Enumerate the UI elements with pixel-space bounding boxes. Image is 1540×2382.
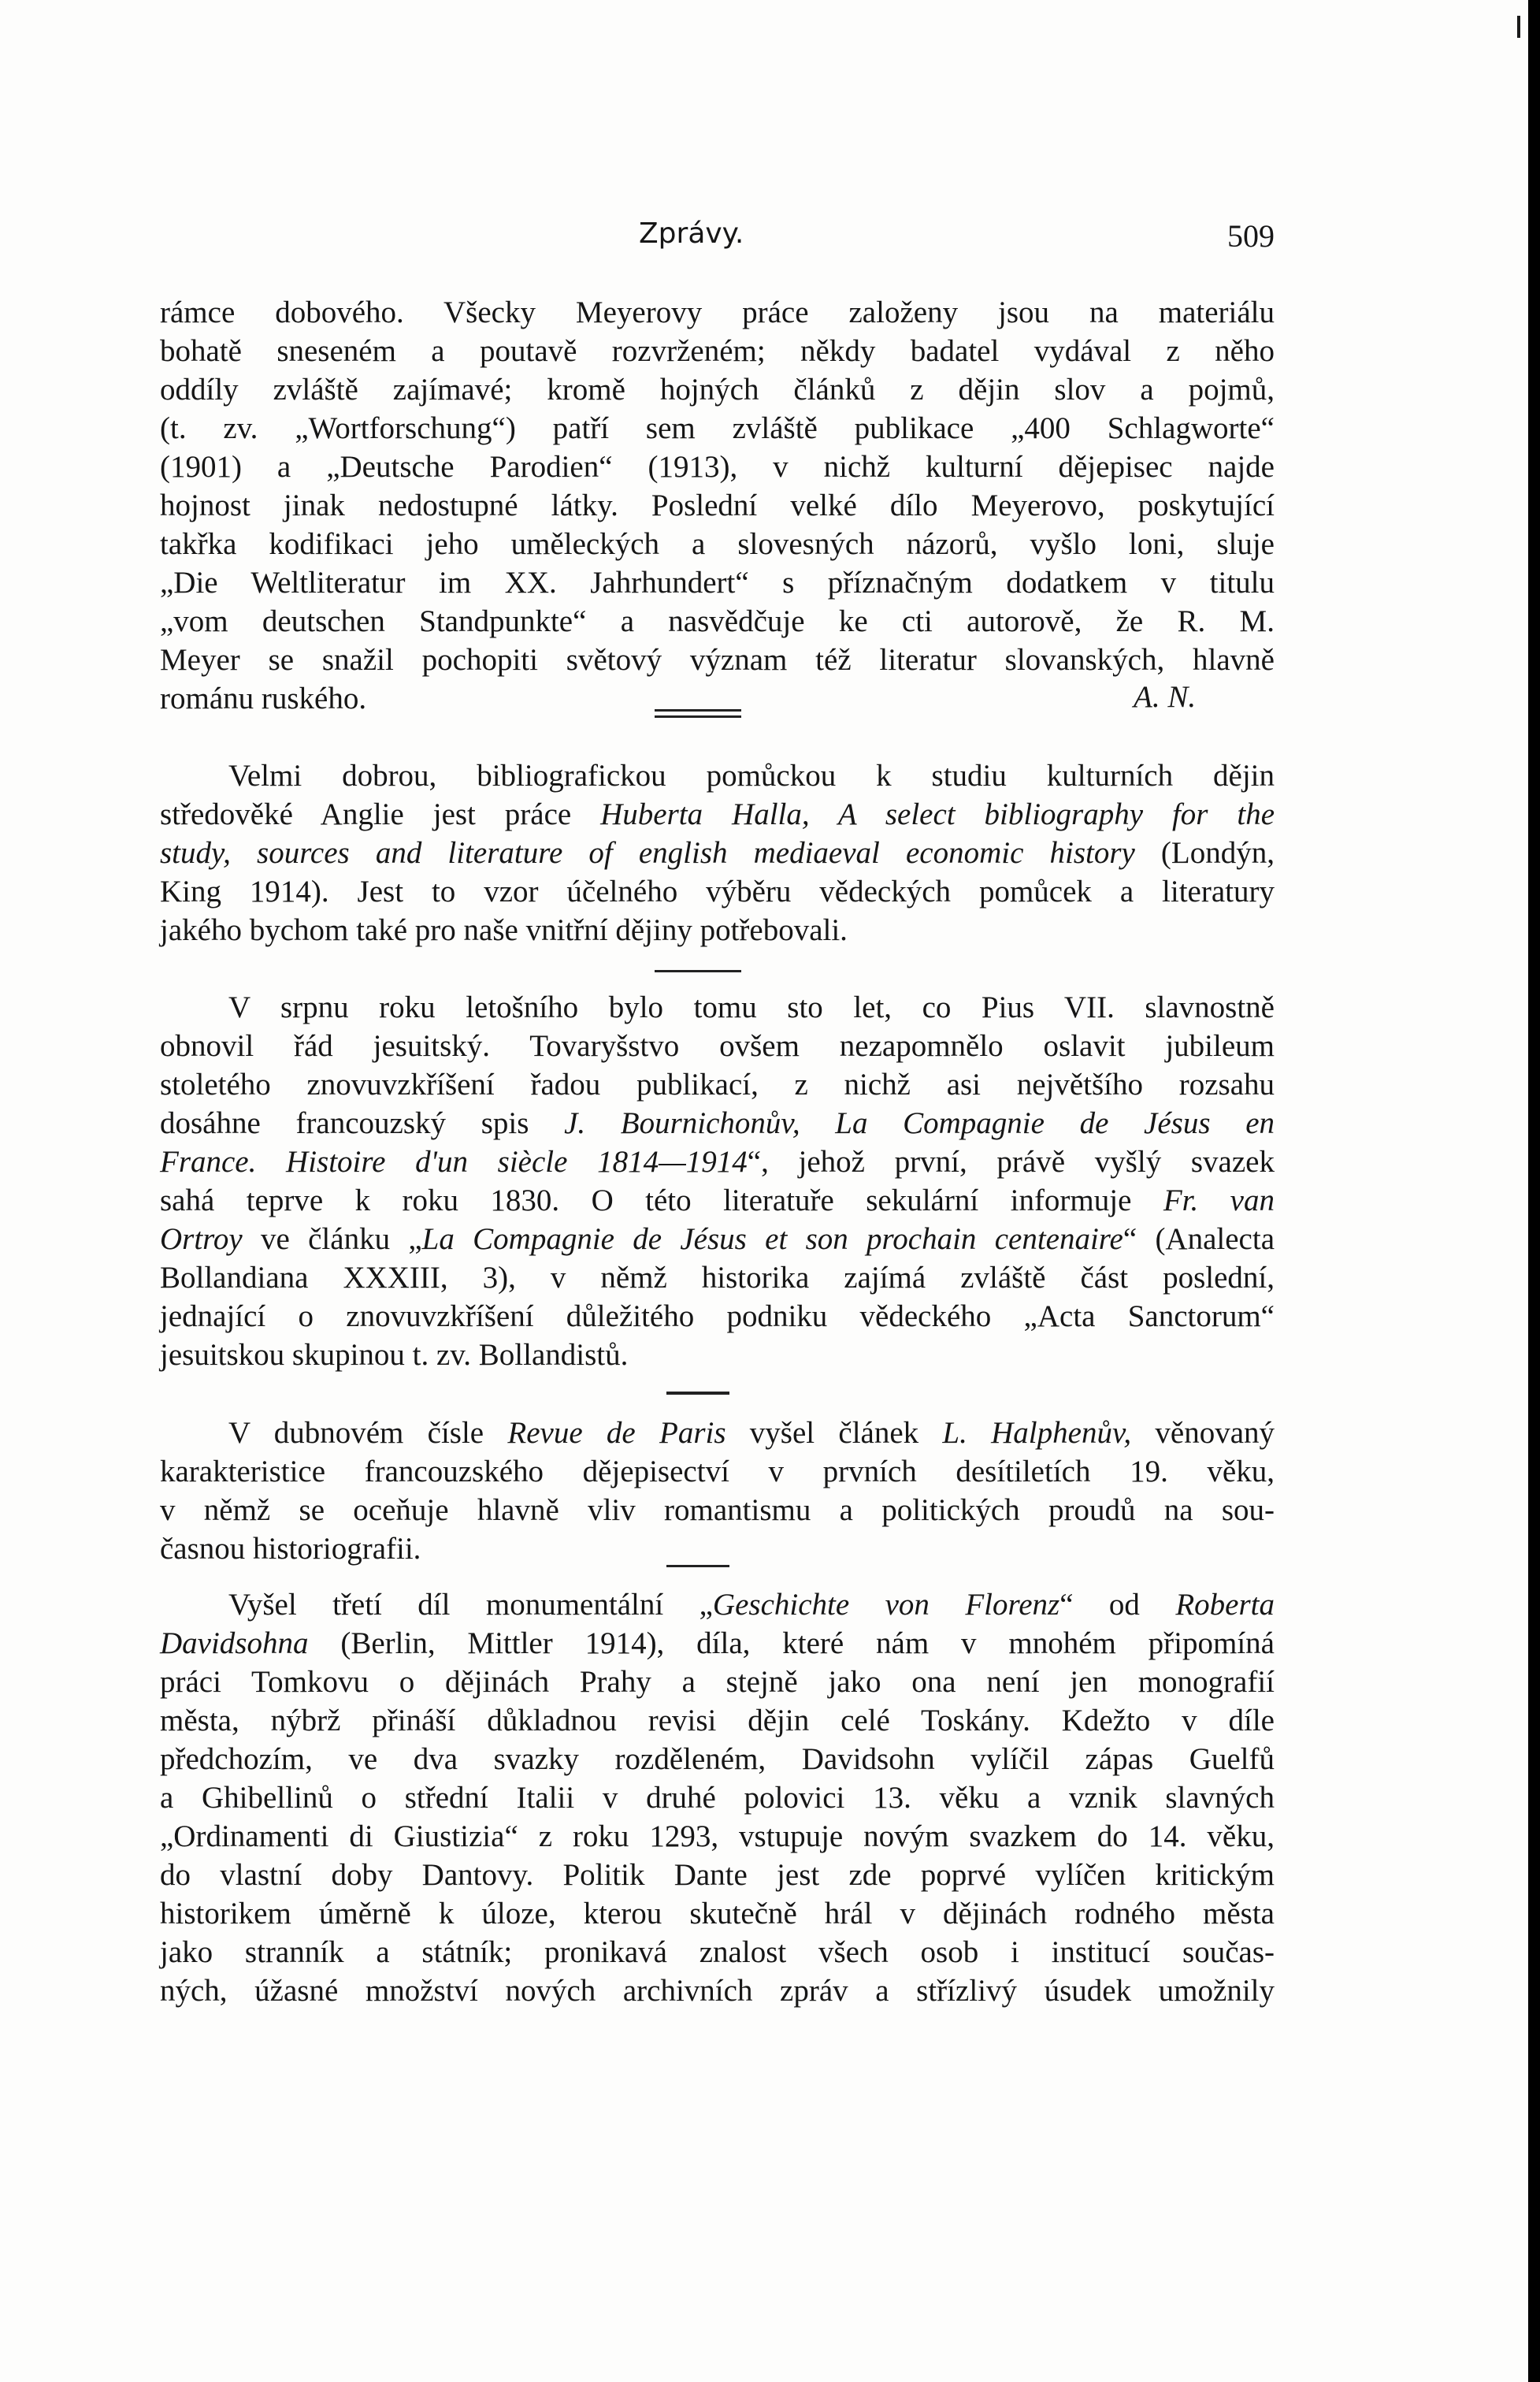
text-line — [160, 1143, 1275, 1181]
italic-author: Davidsohna — [160, 1626, 309, 1660]
text-line: historikem úměrně k úloze, kterou skutečně hrál v dějinách rodného města — [160, 1897, 1275, 1930]
text-run: dosáhne francouzský spis — [160, 1106, 565, 1140]
text-line: Bollandiana XXXIII, 3), v němž historika zajímá zvláště část poslední, — [160, 1261, 1275, 1295]
paragraph-meyer — [160, 293, 1275, 718]
text-line: Velmi dobrou, bibliografickou pomůckou k studiu kulturních dějin — [228, 759, 1275, 793]
text-run: vyšel článek — [725, 1416, 943, 1450]
text-line: Meyer se snažil pochopiti světový význam též literatur slovanských, hlavně — [160, 643, 1275, 677]
text-run: (Berlin, Mittler 1914), díla, které nám v mnohém připomíná — [308, 1626, 1275, 1660]
text-line: práci Tomkovu o dějinách Prahy a stejně jako ona není jen monografií — [160, 1665, 1275, 1699]
text-line — [160, 795, 1275, 834]
text-run: ve článku „ — [242, 1222, 422, 1256]
text-line: takřka kodifikaci jeho uměleckých a slovesných názorů, vyšlo loni, sluje — [160, 527, 1275, 561]
italic-title: study, sources and literature of english mediaeval economic history — [160, 836, 1135, 870]
text-line: do vlastní doby Dantovy. Politik Dante jest zde poprvé vylíčen kritickým — [160, 1858, 1275, 1892]
page-number: 509 — [1227, 218, 1275, 254]
italic-author: Ortroy — [160, 1222, 243, 1256]
italic-title: Geschichte von Florenz — [712, 1588, 1060, 1622]
text-line — [160, 1220, 1275, 1258]
italic-author: Fr. van — [1163, 1184, 1275, 1217]
separator-rule — [666, 1392, 729, 1395]
text-run: V dubnovém čísle — [228, 1416, 508, 1450]
text-line: (1901) a „Deutsche Parodien“ (1913), v nichž kulturní dějepisec najde — [160, 450, 1275, 484]
paragraph-hall — [160, 756, 1275, 949]
text-line: časnou historiografii. — [160, 1532, 421, 1566]
italic-title: Huberta Halla, A select bibliography for the — [600, 797, 1275, 831]
author-signature: A. N. — [1134, 680, 1197, 714]
text-run: věnovaný — [1131, 1416, 1275, 1450]
text-line: King 1914). Jest to vzor účelného výběru vědeckých pomůcek a literatury — [160, 875, 1275, 909]
text-line: města, nýbrž přináší důkladnou revisi dějin celé Toskány. Kdežto v díle — [160, 1704, 1275, 1737]
italic-title: La Compagnie de Jésus et son prochain centenaire — [421, 1222, 1123, 1256]
text-line: oddíly zvláště zajímavé; kromě hojných článků z dějin slov a pojmů, — [160, 373, 1275, 407]
text-line: „Die Weltliteratur im XX. Jahrhundert“ s příznačným dodatkem v titulu — [160, 566, 1275, 600]
text-line: „vom deutschen Standpunkte“ a nasvědčuje ke cti autorově, že R. M. — [160, 604, 1275, 638]
italic-title: Revue de Paris — [507, 1416, 726, 1450]
paragraph-jesuits — [160, 988, 1275, 1374]
italic-title: France. Histoire d'un siècle 1814—1914 — [160, 1145, 748, 1179]
text-line — [160, 1624, 1275, 1663]
text-line: stoletého znovuvzkříšení řadou publikací, z nichž asi největšího rozsahu — [160, 1068, 1275, 1102]
text-line: „Ordinamenti di Giustizia“ z roku 1293, vstupuje novým svazkem do 14. věku, — [160, 1819, 1275, 1853]
paragraph-davidsohn — [160, 1585, 1275, 2010]
running-header — [160, 211, 1275, 258]
text-line — [160, 834, 1275, 872]
text-run: (Londýn, — [1134, 836, 1275, 870]
header-title: Zprávy. — [639, 217, 744, 250]
text-line — [160, 1585, 1275, 1624]
text-line: ných, úžasné množství nových archivních zpráv a střízlivý úsudek umožnily — [160, 1974, 1275, 2008]
text-line: karakteristice francouzského dějepisectví v prvních desítiletích 19. věku, — [160, 1455, 1275, 1488]
text-line: hojnost jinak nedostupné látky. Poslední velké dílo Meyerovo, poskytující — [160, 489, 1275, 522]
separator-rule — [655, 715, 741, 718]
text-line: rámce dobového. Všecky Meyerovy práce založeny jsou na materiálu — [160, 295, 1275, 329]
text-line — [160, 1104, 1275, 1143]
text-line: a Ghibellinů o střední Italii v druhé polovici 13. věku a vznik slavných — [160, 1781, 1275, 1815]
text-line: obnovil řád jesuitský. Tovaryšstvo ovšem nezapomnělo oslavit jubileum — [160, 1029, 1275, 1063]
italic-title: J. Bournichonův, La Compagnie de Jésus en — [564, 1106, 1275, 1140]
text-line: V srpnu roku letošního bylo tomu sto let, co Pius VII. slavnostně — [228, 990, 1275, 1024]
text-line: románu ruského. — [160, 682, 367, 715]
text-line — [160, 1414, 1275, 1452]
text-line: jednající o znovuvzkříšení důležitého podniku vědeckého „Acta Sanctorum“ — [160, 1299, 1275, 1333]
text-run: “, jehož první, právě vyšlý svazek — [747, 1145, 1275, 1179]
text-run: Vyšel třetí díl monumentální „ — [228, 1588, 713, 1622]
separator-rule — [655, 709, 741, 712]
text-line: jesuitskou skupinou t. zv. Bollandistů. — [160, 1338, 629, 1372]
text-run: “ od — [1059, 1588, 1176, 1622]
scan-edge-mark — [1517, 16, 1520, 38]
separator-rule — [666, 1565, 729, 1567]
text-line: (t. zv. „Wortforschung“) patří sem zvláště publikace „400 Schlagworte“ — [160, 411, 1275, 445]
text-line: bohatě sneseném a poutavě rozvrženém; někdy badatel vydával z něho — [160, 334, 1275, 368]
italic-author: Roberta — [1175, 1588, 1275, 1622]
italic-author: L. Halphenův, — [942, 1416, 1132, 1450]
separator-rule — [655, 970, 741, 972]
text-line — [160, 1181, 1275, 1220]
text-run: sahá teprve k roku 1830. O této literatuře sekulární informuje — [160, 1184, 1163, 1217]
text-run: středověké Anglie jest práce — [160, 797, 601, 831]
text-line: jakého bychom také pro naše vnitřní dějiny potřebovali. — [160, 913, 848, 947]
text-run: “ (Analecta — [1123, 1222, 1275, 1256]
text-line: v němž se oceňuje hlavně vliv romantismu a politických proudů na sou- — [160, 1493, 1275, 1527]
text-line: předchozím, ve dva svazky rozděleném, Davidsohn vylíčil zápas Guelfů — [160, 1742, 1275, 1776]
text-line: jako stranník a státník; pronikavá znalost všech osob i institucí součas- — [160, 1935, 1275, 1969]
paragraph-halphen — [160, 1414, 1275, 1568]
